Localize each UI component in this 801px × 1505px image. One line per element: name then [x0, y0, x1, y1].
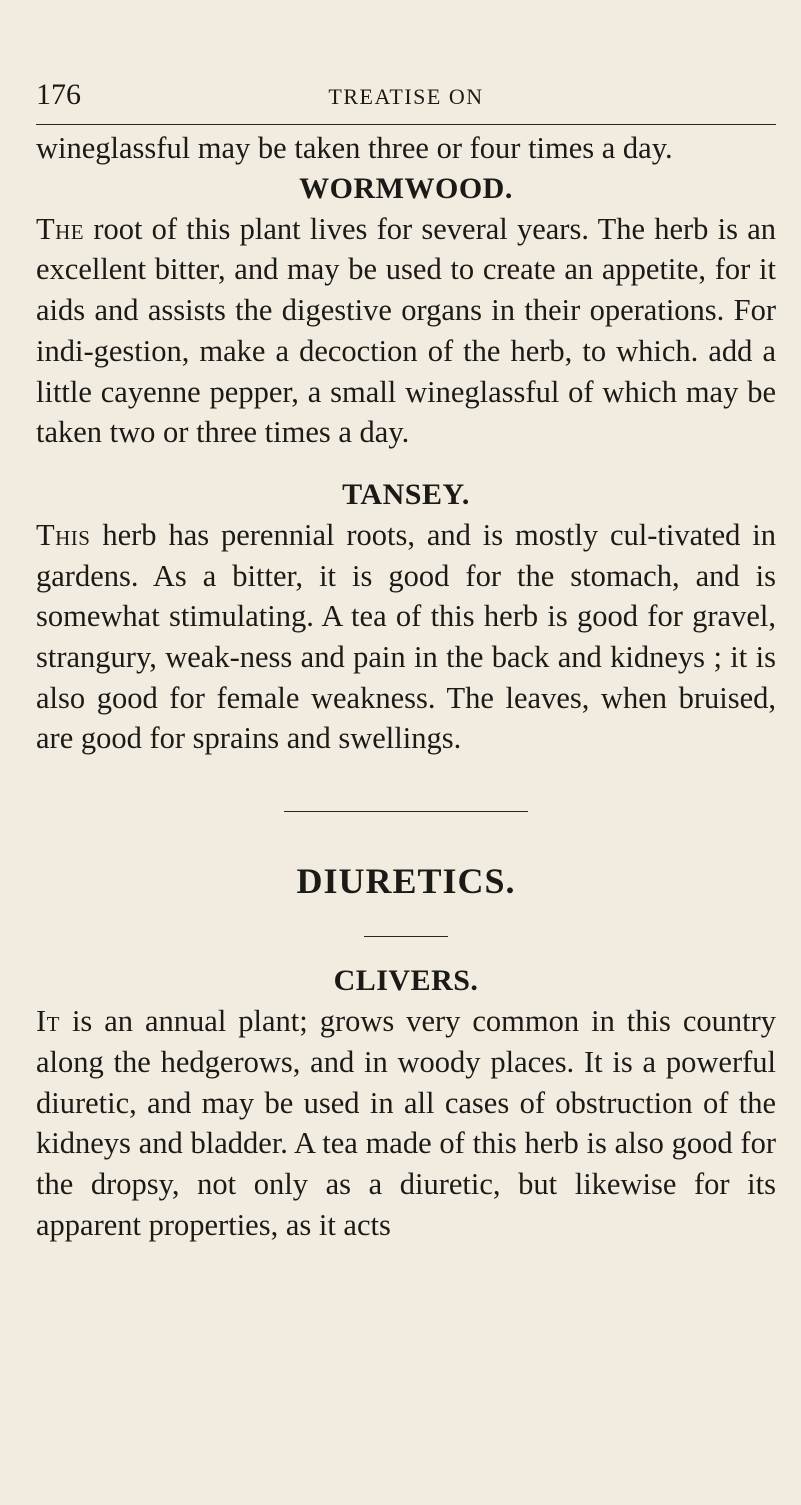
wormwood-heading: WORMWOOD. — [299, 171, 513, 205]
tansey-text: herb has perennial roots, and is mostly cul-tivated in gardens. As a bitter, it is good for the stomach, and is somewhat stimulating. A tea of this herb is good for gravel, strangury, weak-ness and pain in the back and kidneys ; it is also good for female weakness. The leaves, when bruised, are good for sprains and swellings. — [36, 517, 776, 756]
section-rule — [284, 811, 528, 812]
tansey-paragraph — [36, 515, 776, 759]
wormwood-paragraph — [36, 209, 776, 453]
page-body — [36, 126, 776, 1245]
page-header — [36, 78, 776, 118]
tansey-heading: TANSEY. — [342, 477, 470, 511]
tansey-lead-word: This — [36, 517, 91, 552]
clivers-text: is an annual plant; grows very common in this country along the hedgerows, and in woody places. It is a powerful diuretic, and may be used in all cases of obstruction of the kidneys and bladder. A tea made of this herb is also good for the dropsy, not only as a diuretic, but likewise for its apparent properties, as it acts — [36, 1004, 776, 1242]
continuation-paragraph: wineglassful may be taken three or four times a day. — [36, 131, 673, 165]
wormwood-text: root of this plant lives for several years. The herb is an excellent bitter, and may be used to create an appetite, for it aids and assists the digestive organs in their operations. For indi-gestion, make a decoction of the herb, to which. add a little cayenne pepper, a small wineglassful of which may be taken two or three times a day. — [36, 211, 776, 450]
page-number: 176 — [36, 78, 81, 111]
clivers-heading: CLIVERS. — [333, 964, 479, 998]
clivers-paragraph — [36, 1001, 776, 1245]
short-rule — [364, 936, 448, 937]
diuretics-section-title: DIURETICS. — [296, 861, 516, 902]
wormwood-lead-word: The — [36, 211, 85, 246]
header-rule — [36, 124, 776, 125]
clivers-lead-word: It — [36, 1004, 60, 1039]
running-title: TREATISE ON — [328, 84, 484, 109]
